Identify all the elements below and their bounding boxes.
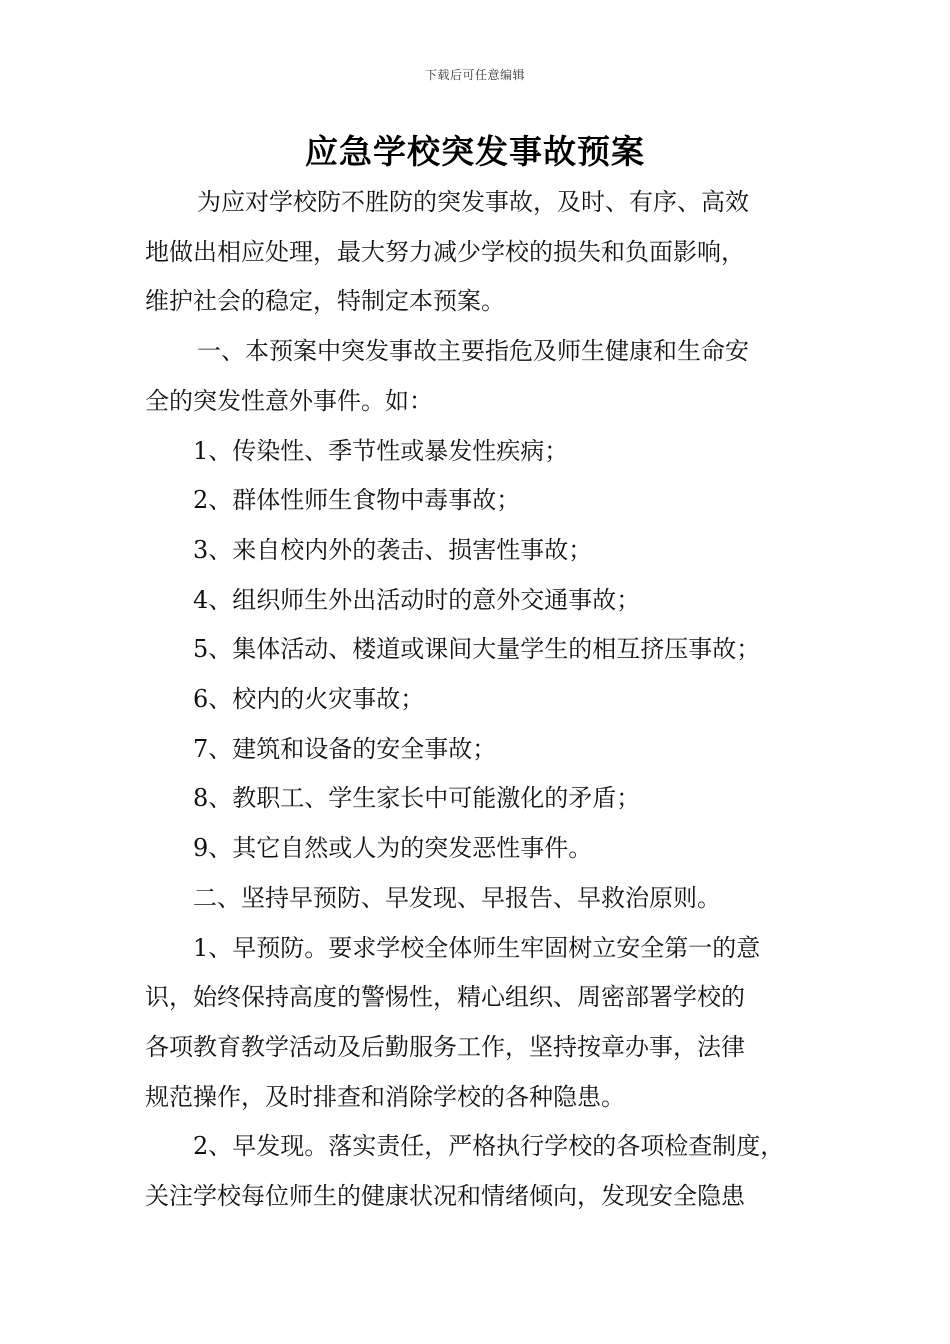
list-item: 8、教职工、学生家长中可能激化的矛盾； (193, 784, 641, 813)
list-item: 3、来自校内外的袭击、损害性事故； (193, 535, 593, 564)
list-item: 4、组织师生外出活动时的意外交通事故； (193, 585, 641, 614)
list-item: 2、群体性师生食物中毒事故； (193, 486, 521, 515)
text-line: 全的突发性意外事件。如： (145, 386, 433, 415)
header-note: 下载后可任意编辑 (424, 68, 525, 82)
section-heading-2: 二、坚持早预防、早发现、早报告、早救治原则。 (193, 883, 721, 912)
text-line: 为应对学校防不胜防的突发事故，及时、有序、高效 (197, 188, 749, 216)
text-line: 规范操作，及时排查和消除学校的各种隐患。 (145, 1082, 625, 1111)
text-line: 1、早预防。要求学校全体师生牢固树立安全第一的意 (193, 933, 761, 962)
text-line: 2、早发现。落实责任，严格执行学校的各项检查制度， (193, 1132, 785, 1161)
list-item: 1、传染性、季节性或暴发性疾病； (193, 436, 569, 465)
text-line: 地做出相应处理，最大努力减少学校的损失和负面影响， (145, 237, 745, 266)
document-body (145, 178, 825, 1222)
text-line: 关注学校每位师生的健康状况和情绪倾向，发现安全隐患 (145, 1182, 745, 1211)
text-line: 各项教育教学活动及后勤服务工作，坚持按章办事，法律 (145, 1032, 745, 1061)
list-item: 5、集体活动、楼道或课间大量学生的相互挤压事故； (193, 635, 761, 664)
list-item: 9、其它自然或人为的突发恶性事件。 (193, 834, 593, 863)
text-line: 维护社会的稳定，特制定本预案。 (145, 287, 505, 316)
section-heading-1: 一、本预案中突发事故主要指危及师生健康和生命安 (197, 337, 749, 366)
text-line: 识，始终保持高度的警惕性，精心组织、周密部署学校的 (145, 983, 745, 1012)
page-title: 应急学校突发事故预案 (305, 132, 645, 171)
list-item: 7、建筑和设备的安全事故； (193, 734, 497, 763)
list-item: 6、校内的火灾事故； (193, 685, 425, 714)
